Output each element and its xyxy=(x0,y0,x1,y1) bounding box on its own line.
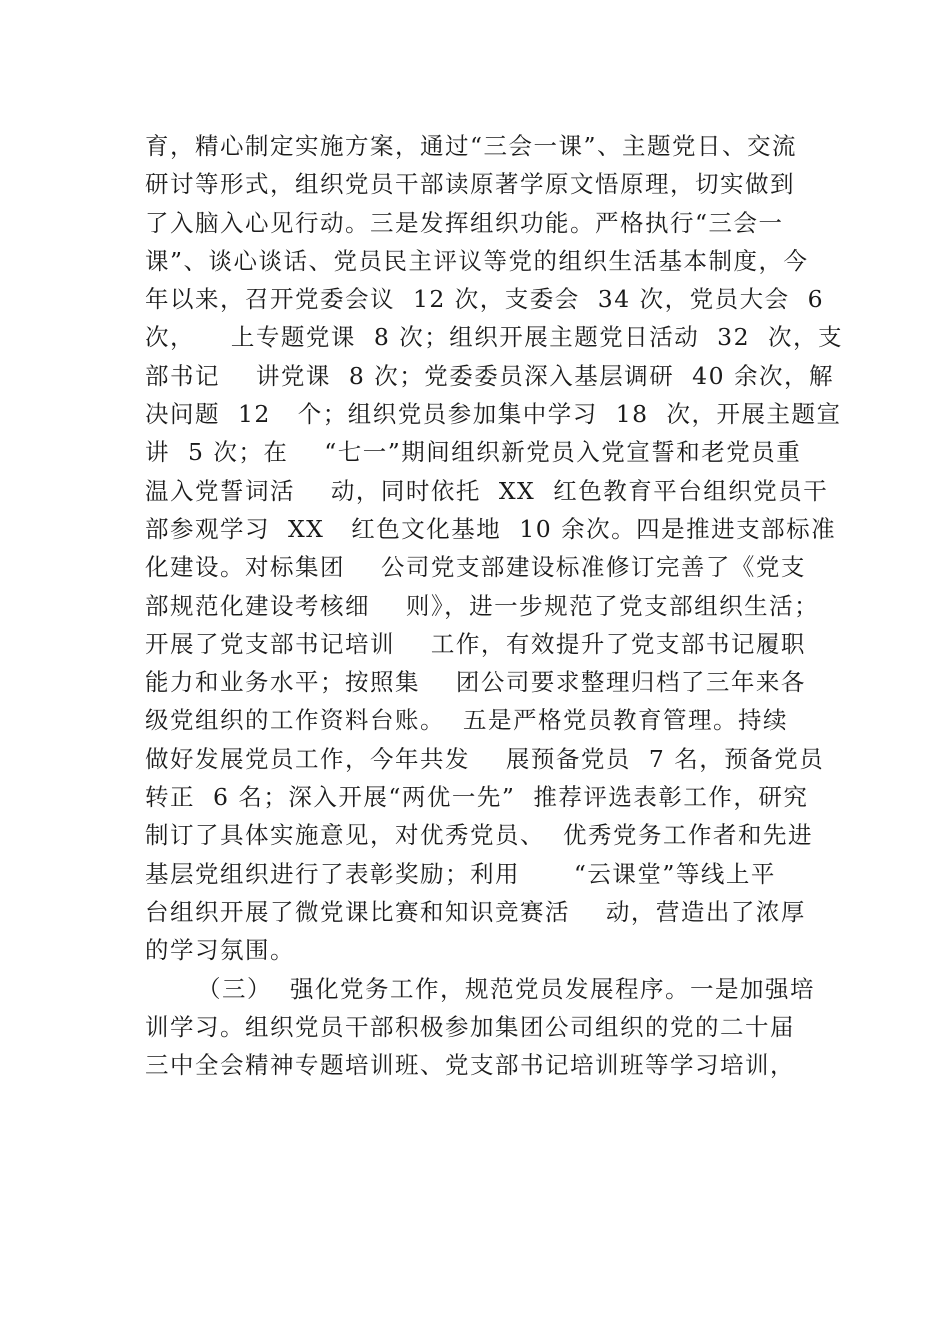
paragraph-2 xyxy=(145,970,825,1085)
text-line: 开展了党支部书记培训 工作，有效提升了党支部书记履职 xyxy=(145,629,806,658)
text-line: 级党组织的工作资料台账。 五是严格党员教育管理。持续 xyxy=(145,706,788,735)
text-line: 育，精心制定实施方案，通过“三会一课”、主题党日、交流 xyxy=(145,132,798,160)
text-line: 转正 6 名；深入开展“两优一先” 推荐评选表彰工作，研究 xyxy=(145,783,809,812)
text-line: 训学习。组织党员干部积极参加集团公司组织的党的二十届 xyxy=(145,1012,795,1041)
text-line: 基层党组织进行了表彰奖励；利用 “云课堂”等线上平 xyxy=(145,859,776,888)
text-line: 部参观学习 XX 红色文化基地 10 余次。四是推进支部标准 xyxy=(145,514,837,543)
text-line: 年以来，召开党委会议 12 次，支委会 34 次，党员大会 6 xyxy=(145,285,825,314)
text-line: 三中全会精神专题培训班、党支部书记培训班等学习培训， xyxy=(145,1051,795,1080)
text-line: 部书记 讲党课 8 次；党委委员深入基层调研 40 余次，解 xyxy=(145,361,835,390)
text-line: 化建设。对标集团 公司党支部建设标准修订完善了《党支 xyxy=(145,553,806,582)
text-line: 温入党誓词活 动，同时依托 XX 红色教育平台组织党员干 xyxy=(145,476,829,505)
text-line: 讲 5 次；在 “七一”期间组织新党员入党宣誓和老党员重 xyxy=(145,438,802,467)
text-line: 课”、谈心谈话、党员民主评议等党的组织生活基本制度，今 xyxy=(145,246,809,275)
text-line: 能力和业务水平；按照集 团公司要求整理归档了三年来各 xyxy=(145,668,806,697)
text-line: （三） 强化党务工作，规范党员发展程序。一是加强培 xyxy=(197,974,815,1003)
text-line: 次， 上专题党课 8 次；组织开展主题党日活动 32 次，支 xyxy=(145,323,844,352)
text-line: 部规范化建设考核细 则》，进一步规范了党支部组织生活； xyxy=(145,591,820,620)
paragraph-1 xyxy=(145,127,844,970)
text-line: 研讨等形式，组织党员干部读原著学原文悟原理，切实做到 xyxy=(145,170,795,199)
document-body xyxy=(145,127,844,1084)
text-line: 做好发展党员工作，今年共发 展预备党员 7 名，预备党员 xyxy=(145,744,825,773)
text-line: 了入脑入心见行动。三是发挥组织功能。严格执行“三会一 xyxy=(145,208,784,237)
text-line: 制订了具体实施意见，对优秀党员、 优秀党务工作者和先进 xyxy=(145,821,813,850)
text-line: 台组织开展了微党课比赛和知识竞赛活 动，营造出了浓厚 xyxy=(145,897,806,926)
text-line: 的学习氛围。 xyxy=(145,936,295,965)
text-line: 决问题 12 个；组织党员参加集中学习 18 次，开展主题宣 xyxy=(145,400,842,429)
